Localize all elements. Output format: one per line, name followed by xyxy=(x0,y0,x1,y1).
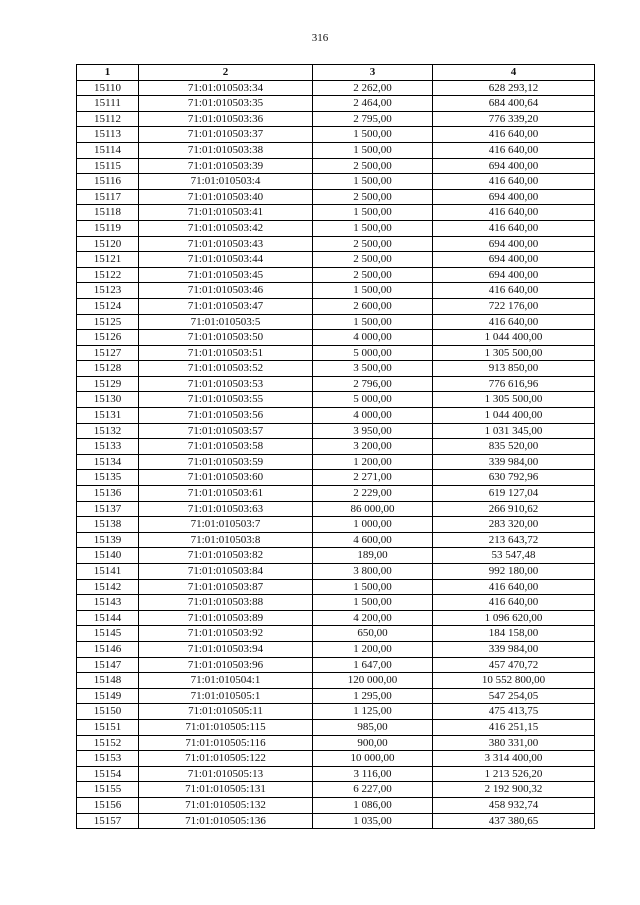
cadastral-number-cell: 71:01:010503:4 xyxy=(139,174,313,190)
area-cell: 985,00 xyxy=(313,719,433,735)
row-number-cell: 15115 xyxy=(77,158,139,174)
cadastral-number-cell: 71:01:010503:57 xyxy=(139,423,313,439)
cadastral-number-cell: 71:01:010505:1 xyxy=(139,688,313,704)
area-cell: 1 500,00 xyxy=(313,174,433,190)
area-cell: 2 464,00 xyxy=(313,96,433,112)
value-cell: 1 305 500,00 xyxy=(433,345,595,361)
value-cell: 630 792,96 xyxy=(433,470,595,486)
cadastral-number-cell: 71:01:010505:132 xyxy=(139,797,313,813)
value-cell: 619 127,04 xyxy=(433,486,595,502)
area-cell: 1 500,00 xyxy=(313,127,433,143)
cadastral-number-cell: 71:01:010503:46 xyxy=(139,283,313,299)
table-row xyxy=(77,345,595,361)
value-cell: 1 031 345,00 xyxy=(433,423,595,439)
table-row xyxy=(77,766,595,782)
table-row xyxy=(77,111,595,127)
table-row xyxy=(77,236,595,252)
row-number-cell: 15157 xyxy=(77,813,139,829)
area-cell: 120 000,00 xyxy=(313,673,433,689)
column-header-4: 4 xyxy=(433,65,595,81)
cadastral-number-cell: 71:01:010503:96 xyxy=(139,657,313,673)
area-cell: 189,00 xyxy=(313,548,433,564)
value-cell: 475 413,75 xyxy=(433,704,595,720)
cadastral-number-cell: 71:01:010503:5 xyxy=(139,314,313,330)
cadastral-number-cell: 71:01:010503:7 xyxy=(139,517,313,533)
row-number-cell: 15131 xyxy=(77,408,139,424)
value-cell: 694 400,00 xyxy=(433,252,595,268)
row-number-cell: 15126 xyxy=(77,330,139,346)
row-number-cell: 15124 xyxy=(77,298,139,314)
table-row xyxy=(77,813,595,829)
table-row xyxy=(77,797,595,813)
row-number-cell: 15151 xyxy=(77,719,139,735)
cadastral-number-cell: 71:01:010505:13 xyxy=(139,766,313,782)
value-cell: 684 400,64 xyxy=(433,96,595,112)
row-number-cell: 15114 xyxy=(77,142,139,158)
cadastral-number-cell: 71:01:010505:136 xyxy=(139,813,313,829)
table-row xyxy=(77,439,595,455)
area-cell: 900,00 xyxy=(313,735,433,751)
cadastral-number-cell: 71:01:010505:116 xyxy=(139,735,313,751)
area-cell: 1 125,00 xyxy=(313,704,433,720)
table-row xyxy=(77,501,595,517)
value-cell: 184 158,00 xyxy=(433,626,595,642)
column-header-3: 3 xyxy=(313,65,433,81)
table-row xyxy=(77,532,595,548)
value-cell: 992 180,00 xyxy=(433,564,595,580)
area-cell: 1 500,00 xyxy=(313,283,433,299)
row-number-cell: 15155 xyxy=(77,782,139,798)
table-row xyxy=(77,267,595,283)
value-cell: 380 331,00 xyxy=(433,735,595,751)
table-row xyxy=(77,470,595,486)
cadastral-number-cell: 71:01:010503:52 xyxy=(139,361,313,377)
area-cell: 1 035,00 xyxy=(313,813,433,829)
table-row xyxy=(77,392,595,408)
table-row xyxy=(77,486,595,502)
value-cell: 416 640,00 xyxy=(433,283,595,299)
area-cell: 2 500,00 xyxy=(313,189,433,205)
table-row xyxy=(77,423,595,439)
table-row xyxy=(77,735,595,751)
value-cell: 283 320,00 xyxy=(433,517,595,533)
page-number: 316 xyxy=(311,32,329,44)
cadastral-number-cell: 71:01:010503:92 xyxy=(139,626,313,642)
cadastral-number-cell: 71:01:010503:84 xyxy=(139,564,313,580)
row-number-cell: 15127 xyxy=(77,345,139,361)
area-cell: 86 000,00 xyxy=(313,501,433,517)
value-cell: 437 380,65 xyxy=(433,813,595,829)
value-cell: 339 984,00 xyxy=(433,641,595,657)
table-row xyxy=(77,641,595,657)
table-row xyxy=(77,96,595,112)
area-cell: 2 500,00 xyxy=(313,267,433,283)
area-cell: 1 500,00 xyxy=(313,142,433,158)
value-cell: 416 640,00 xyxy=(433,205,595,221)
row-number-cell: 15128 xyxy=(77,361,139,377)
value-cell: 1 044 400,00 xyxy=(433,330,595,346)
area-cell: 1 500,00 xyxy=(313,579,433,595)
table-row xyxy=(77,205,595,221)
cadastral-number-cell: 71:01:010503:40 xyxy=(139,189,313,205)
value-cell: 416 640,00 xyxy=(433,595,595,611)
area-cell: 3 200,00 xyxy=(313,439,433,455)
area-cell: 1 200,00 xyxy=(313,454,433,470)
area-cell: 10 000,00 xyxy=(313,751,433,767)
row-number-cell: 15142 xyxy=(77,579,139,595)
row-number-cell: 15145 xyxy=(77,626,139,642)
table-row xyxy=(77,579,595,595)
table-row xyxy=(77,158,595,174)
value-cell: 547 254,05 xyxy=(433,688,595,704)
cadastral-number-cell: 71:01:010503:34 xyxy=(139,80,313,96)
table-row xyxy=(77,283,595,299)
cadastral-number-cell: 71:01:010503:51 xyxy=(139,345,313,361)
value-cell: 722 176,00 xyxy=(433,298,595,314)
cadastral-number-cell: 71:01:010503:36 xyxy=(139,111,313,127)
row-number-cell: 15146 xyxy=(77,641,139,657)
row-number-cell: 15133 xyxy=(77,439,139,455)
row-number-cell: 15139 xyxy=(77,532,139,548)
value-cell: 10 552 800,00 xyxy=(433,673,595,689)
cadastral-number-cell: 71:01:010503:53 xyxy=(139,376,313,392)
table-row xyxy=(77,673,595,689)
value-cell: 213 643,72 xyxy=(433,532,595,548)
data-table xyxy=(76,64,595,829)
header-row xyxy=(77,65,595,81)
cadastral-number-cell: 71:01:010503:63 xyxy=(139,501,313,517)
row-number-cell: 15113 xyxy=(77,127,139,143)
row-number-cell: 15132 xyxy=(77,423,139,439)
area-cell: 2 229,00 xyxy=(313,486,433,502)
cadastral-number-cell: 71:01:010503:55 xyxy=(139,392,313,408)
row-number-cell: 15153 xyxy=(77,751,139,767)
area-cell: 1 647,00 xyxy=(313,657,433,673)
cadastral-number-cell: 71:01:010503:47 xyxy=(139,298,313,314)
cadastral-number-cell: 71:01:010503:44 xyxy=(139,252,313,268)
table-row xyxy=(77,751,595,767)
area-cell: 3 800,00 xyxy=(313,564,433,580)
cadastral-number-cell: 71:01:010503:42 xyxy=(139,220,313,236)
row-number-cell: 15111 xyxy=(77,96,139,112)
row-number-cell: 15123 xyxy=(77,283,139,299)
table-row xyxy=(77,174,595,190)
value-cell: 776 616,96 xyxy=(433,376,595,392)
table-row xyxy=(77,564,595,580)
cadastral-number-cell: 71:01:010503:38 xyxy=(139,142,313,158)
table-row xyxy=(77,189,595,205)
table-row xyxy=(77,252,595,268)
row-number-cell: 15137 xyxy=(77,501,139,517)
value-cell: 1 044 400,00 xyxy=(433,408,595,424)
row-number-cell: 15134 xyxy=(77,454,139,470)
area-cell: 4 000,00 xyxy=(313,330,433,346)
area-cell: 1 086,00 xyxy=(313,797,433,813)
area-cell: 3 500,00 xyxy=(313,361,433,377)
value-cell: 835 520,00 xyxy=(433,439,595,455)
row-number-cell: 15125 xyxy=(77,314,139,330)
row-number-cell: 15152 xyxy=(77,735,139,751)
row-number-cell: 15138 xyxy=(77,517,139,533)
cadastral-number-cell: 71:01:010505:122 xyxy=(139,751,313,767)
cadastral-number-cell: 71:01:010503:61 xyxy=(139,486,313,502)
cadastral-number-cell: 71:01:010505:131 xyxy=(139,782,313,798)
table-row xyxy=(77,361,595,377)
cadastral-number-cell: 71:01:010503:89 xyxy=(139,610,313,626)
row-number-cell: 15119 xyxy=(77,220,139,236)
area-cell: 2 500,00 xyxy=(313,236,433,252)
area-cell: 2 796,00 xyxy=(313,376,433,392)
area-cell: 2 262,00 xyxy=(313,80,433,96)
row-number-cell: 15122 xyxy=(77,267,139,283)
row-number-cell: 15154 xyxy=(77,766,139,782)
row-number-cell: 15144 xyxy=(77,610,139,626)
area-cell: 2 600,00 xyxy=(313,298,433,314)
value-cell: 1 213 526,20 xyxy=(433,766,595,782)
row-number-cell: 15116 xyxy=(77,174,139,190)
value-cell: 416 640,00 xyxy=(433,314,595,330)
table-row xyxy=(77,782,595,798)
table-row xyxy=(77,330,595,346)
row-number-cell: 15129 xyxy=(77,376,139,392)
cadastral-number-cell: 71:01:010503:60 xyxy=(139,470,313,486)
table-row xyxy=(77,595,595,611)
cadastral-number-cell: 71:01:010504:1 xyxy=(139,673,313,689)
cadastral-number-cell: 71:01:010503:56 xyxy=(139,408,313,424)
value-cell: 694 400,00 xyxy=(433,158,595,174)
value-cell: 694 400,00 xyxy=(433,236,595,252)
table-row xyxy=(77,704,595,720)
table-row xyxy=(77,688,595,704)
value-cell: 416 640,00 xyxy=(433,220,595,236)
cadastral-number-cell: 71:01:010503:94 xyxy=(139,641,313,657)
row-number-cell: 15135 xyxy=(77,470,139,486)
cadastral-number-cell: 71:01:010503:87 xyxy=(139,579,313,595)
table-row xyxy=(77,376,595,392)
cadastral-number-cell: 71:01:010503:35 xyxy=(139,96,313,112)
area-cell: 6 227,00 xyxy=(313,782,433,798)
area-cell: 2 795,00 xyxy=(313,111,433,127)
table-row xyxy=(77,610,595,626)
area-cell: 4 200,00 xyxy=(313,610,433,626)
area-cell: 2 500,00 xyxy=(313,158,433,174)
table-row xyxy=(77,408,595,424)
cadastral-number-cell: 71:01:010503:39 xyxy=(139,158,313,174)
value-cell: 416 640,00 xyxy=(433,142,595,158)
area-cell: 3 116,00 xyxy=(313,766,433,782)
area-cell: 4 600,00 xyxy=(313,532,433,548)
row-number-cell: 15120 xyxy=(77,236,139,252)
row-number-cell: 15130 xyxy=(77,392,139,408)
value-cell: 1 096 620,00 xyxy=(433,610,595,626)
area-cell: 5 000,00 xyxy=(313,392,433,408)
area-cell: 2 271,00 xyxy=(313,470,433,486)
cadastral-number-cell: 71:01:010503:43 xyxy=(139,236,313,252)
value-cell: 416 640,00 xyxy=(433,579,595,595)
row-number-cell: 15110 xyxy=(77,80,139,96)
area-cell: 650,00 xyxy=(313,626,433,642)
row-number-cell: 15136 xyxy=(77,486,139,502)
value-cell: 3 314 400,00 xyxy=(433,751,595,767)
value-cell: 776 339,20 xyxy=(433,111,595,127)
table-row xyxy=(77,80,595,96)
row-number-cell: 15150 xyxy=(77,704,139,720)
cadastral-number-cell: 71:01:010505:115 xyxy=(139,719,313,735)
table-body xyxy=(77,80,595,829)
cadastral-number-cell: 71:01:010503:50 xyxy=(139,330,313,346)
value-cell: 458 932,74 xyxy=(433,797,595,813)
table-row xyxy=(77,454,595,470)
cadastral-number-cell: 71:01:010503:41 xyxy=(139,205,313,221)
table-row xyxy=(77,314,595,330)
value-cell: 416 640,00 xyxy=(433,127,595,143)
value-cell: 266 910,62 xyxy=(433,501,595,517)
area-cell: 1 200,00 xyxy=(313,641,433,657)
row-number-cell: 15143 xyxy=(77,595,139,611)
table-row xyxy=(77,127,595,143)
row-number-cell: 15112 xyxy=(77,111,139,127)
table-row xyxy=(77,626,595,642)
area-cell: 1 295,00 xyxy=(313,688,433,704)
cadastral-number-cell: 71:01:010505:11 xyxy=(139,704,313,720)
table-row xyxy=(77,657,595,673)
cadastral-number-cell: 71:01:010503:8 xyxy=(139,532,313,548)
row-number-cell: 15140 xyxy=(77,548,139,564)
cadastral-number-cell: 71:01:010503:37 xyxy=(139,127,313,143)
table-header xyxy=(77,65,595,81)
value-cell: 416 640,00 xyxy=(433,174,595,190)
cadastral-number-cell: 71:01:010503:45 xyxy=(139,267,313,283)
area-cell: 1 500,00 xyxy=(313,205,433,221)
row-number-cell: 15148 xyxy=(77,673,139,689)
column-header-1: 1 xyxy=(77,65,139,81)
cadastral-number-cell: 71:01:010503:88 xyxy=(139,595,313,611)
value-cell: 457 470,72 xyxy=(433,657,595,673)
cadastral-number-cell: 71:01:010503:59 xyxy=(139,454,313,470)
area-cell: 1 500,00 xyxy=(313,220,433,236)
table-row xyxy=(77,220,595,236)
value-cell: 913 850,00 xyxy=(433,361,595,377)
row-number-cell: 15156 xyxy=(77,797,139,813)
value-cell: 339 984,00 xyxy=(433,454,595,470)
table-row xyxy=(77,719,595,735)
row-number-cell: 15147 xyxy=(77,657,139,673)
area-cell: 2 500,00 xyxy=(313,252,433,268)
area-cell: 3 950,00 xyxy=(313,423,433,439)
column-header-2: 2 xyxy=(139,65,313,81)
value-cell: 1 305 500,00 xyxy=(433,392,595,408)
row-number-cell: 15121 xyxy=(77,252,139,268)
table-row xyxy=(77,548,595,564)
value-cell: 628 293,12 xyxy=(433,80,595,96)
cadastral-number-cell: 71:01:010503:58 xyxy=(139,439,313,455)
value-cell: 694 400,00 xyxy=(433,189,595,205)
area-cell: 5 000,00 xyxy=(313,345,433,361)
value-cell: 2 192 900,32 xyxy=(433,782,595,798)
row-number-cell: 15117 xyxy=(77,189,139,205)
row-number-cell: 15149 xyxy=(77,688,139,704)
table-row xyxy=(77,298,595,314)
area-cell: 1 000,00 xyxy=(313,517,433,533)
area-cell: 4 000,00 xyxy=(313,408,433,424)
area-cell: 1 500,00 xyxy=(313,595,433,611)
value-cell: 416 251,15 xyxy=(433,719,595,735)
cadastral-number-cell: 71:01:010503:82 xyxy=(139,548,313,564)
value-cell: 53 547,48 xyxy=(433,548,595,564)
area-cell: 1 500,00 xyxy=(313,314,433,330)
value-cell: 694 400,00 xyxy=(433,267,595,283)
row-number-cell: 15118 xyxy=(77,205,139,221)
table-row xyxy=(77,142,595,158)
row-number-cell: 15141 xyxy=(77,564,139,580)
table-row xyxy=(77,517,595,533)
